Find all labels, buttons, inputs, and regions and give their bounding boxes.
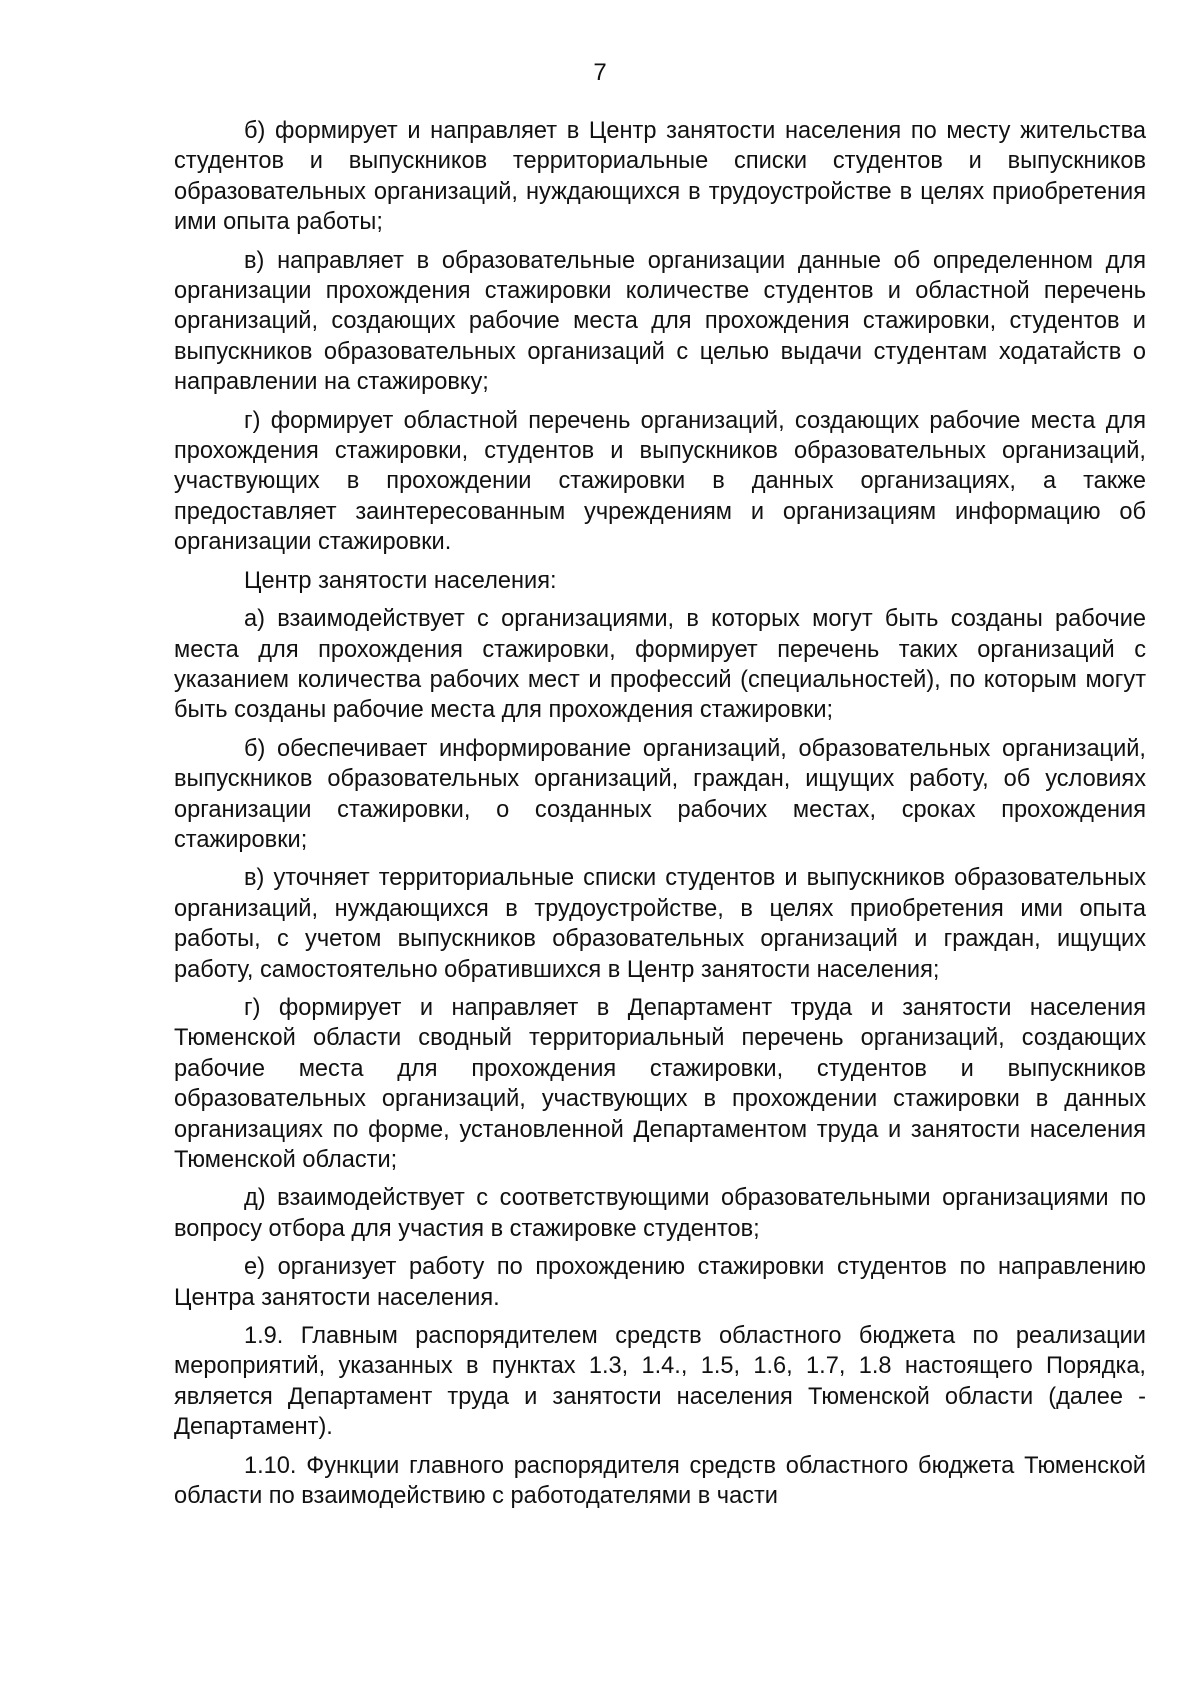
paragraph-b-regional-lists: б) формирует и направляет в Центр занятости населения по месту жительства студентов и выпускников территориальные списки студентов и выпускников образовательных организаций, нуждающихся в трудоустройстве в целях приобретения ими опыта работы; <box>174 118 1146 236</box>
document-body <box>174 116 1146 1519</box>
page-number: 7 <box>593 59 607 86</box>
paragraph-g-consolidated-list: г) формирует и направляет в Департамент труда и занятости населения Тюменской области сводный территориальный перечень организаций, создающих рабочие места для прохождения стажировки, студентов и выпускников образовательных организаций, участвующих в прохождении стажировки в данных организациях по форме, установленной Департаментом труда и занятости населения Тюменской области; <box>174 994 1146 1173</box>
paragraph-d-selection: д) взаимодействует с соответствующими образовательными организациями по вопросу отбора для участия в стажировке студентов; <box>174 1185 1146 1242</box>
paragraph-e-organizes-work: е) организует работу по прохождению стажировки студентов по направлению Центра занятости населения. <box>174 1254 1146 1311</box>
paragraph-v-clarifies-lists: в) уточняет территориальные списки студентов и выпускников образовательных организаций, нуждающихся в трудоустройстве, в целях приобретения ими опыта работы, с учетом выпускников образовательных организаций и граждан, ищущих работу, самостоятельно обратившихся в Центр занятости населения; <box>174 865 1146 983</box>
employment-center-heading: Центр занятости населения: <box>244 567 557 594</box>
paragraph-g-regional-list: г) формирует областной перечень организаций, создающих рабочие места для прохождения стажировки, студентов и выпускников образовательных организаций, участвующих в прохождении стажировки в данных организациях, а также предоставляет заинтересованным учреждениям и организациям информацию об организации стажировки. <box>174 407 1146 556</box>
paragraph-1-9-chief-manager: 1.9. Главным распорядителем средств областного бюджета по реализации мероприятий, указанных в пунктах 1.3, 1.4., 1.5, 1.6, 1.7, 1.8 настоящего Порядка, является Департамент труда и занятости населения Тюменской области (далее - Департамент). <box>174 1323 1146 1441</box>
paragraph-b-informing: б) обеспечивает информирование организаций, образовательных организаций, выпускников образовательных организаций, граждан, ищущих работу, об условиях организации стажировки, о созданных рабочих местах, сроках прохождения стажировки; <box>174 735 1146 853</box>
paragraph-1-10-functions: 1.10. Функции главного распорядителя средств областного бюджета Тюменской области по взаимодействию с работодателями в части <box>174 1452 1146 1510</box>
paragraph-v-internship-data: в) направляет в образовательные организации данные об определенном для организации прохождения стажировки количестве студентов и областной перечень организаций, создающих рабочие места для прохождения стажировки, студентов и выпускников образовательных организаций с целью выдачи студентам ходатайств о направлении на стажировку; <box>174 247 1146 396</box>
paragraph-a-interacts-organizations: а) взаимодействует с организациями, в которых могут быть созданы рабочие места для прохождения стажировки, формирует перечень таких организаций с указанием количества рабочих мест и профессий (специальностей), по которым могут быть созданы рабочие места для прохождения стажировки; <box>174 606 1146 724</box>
